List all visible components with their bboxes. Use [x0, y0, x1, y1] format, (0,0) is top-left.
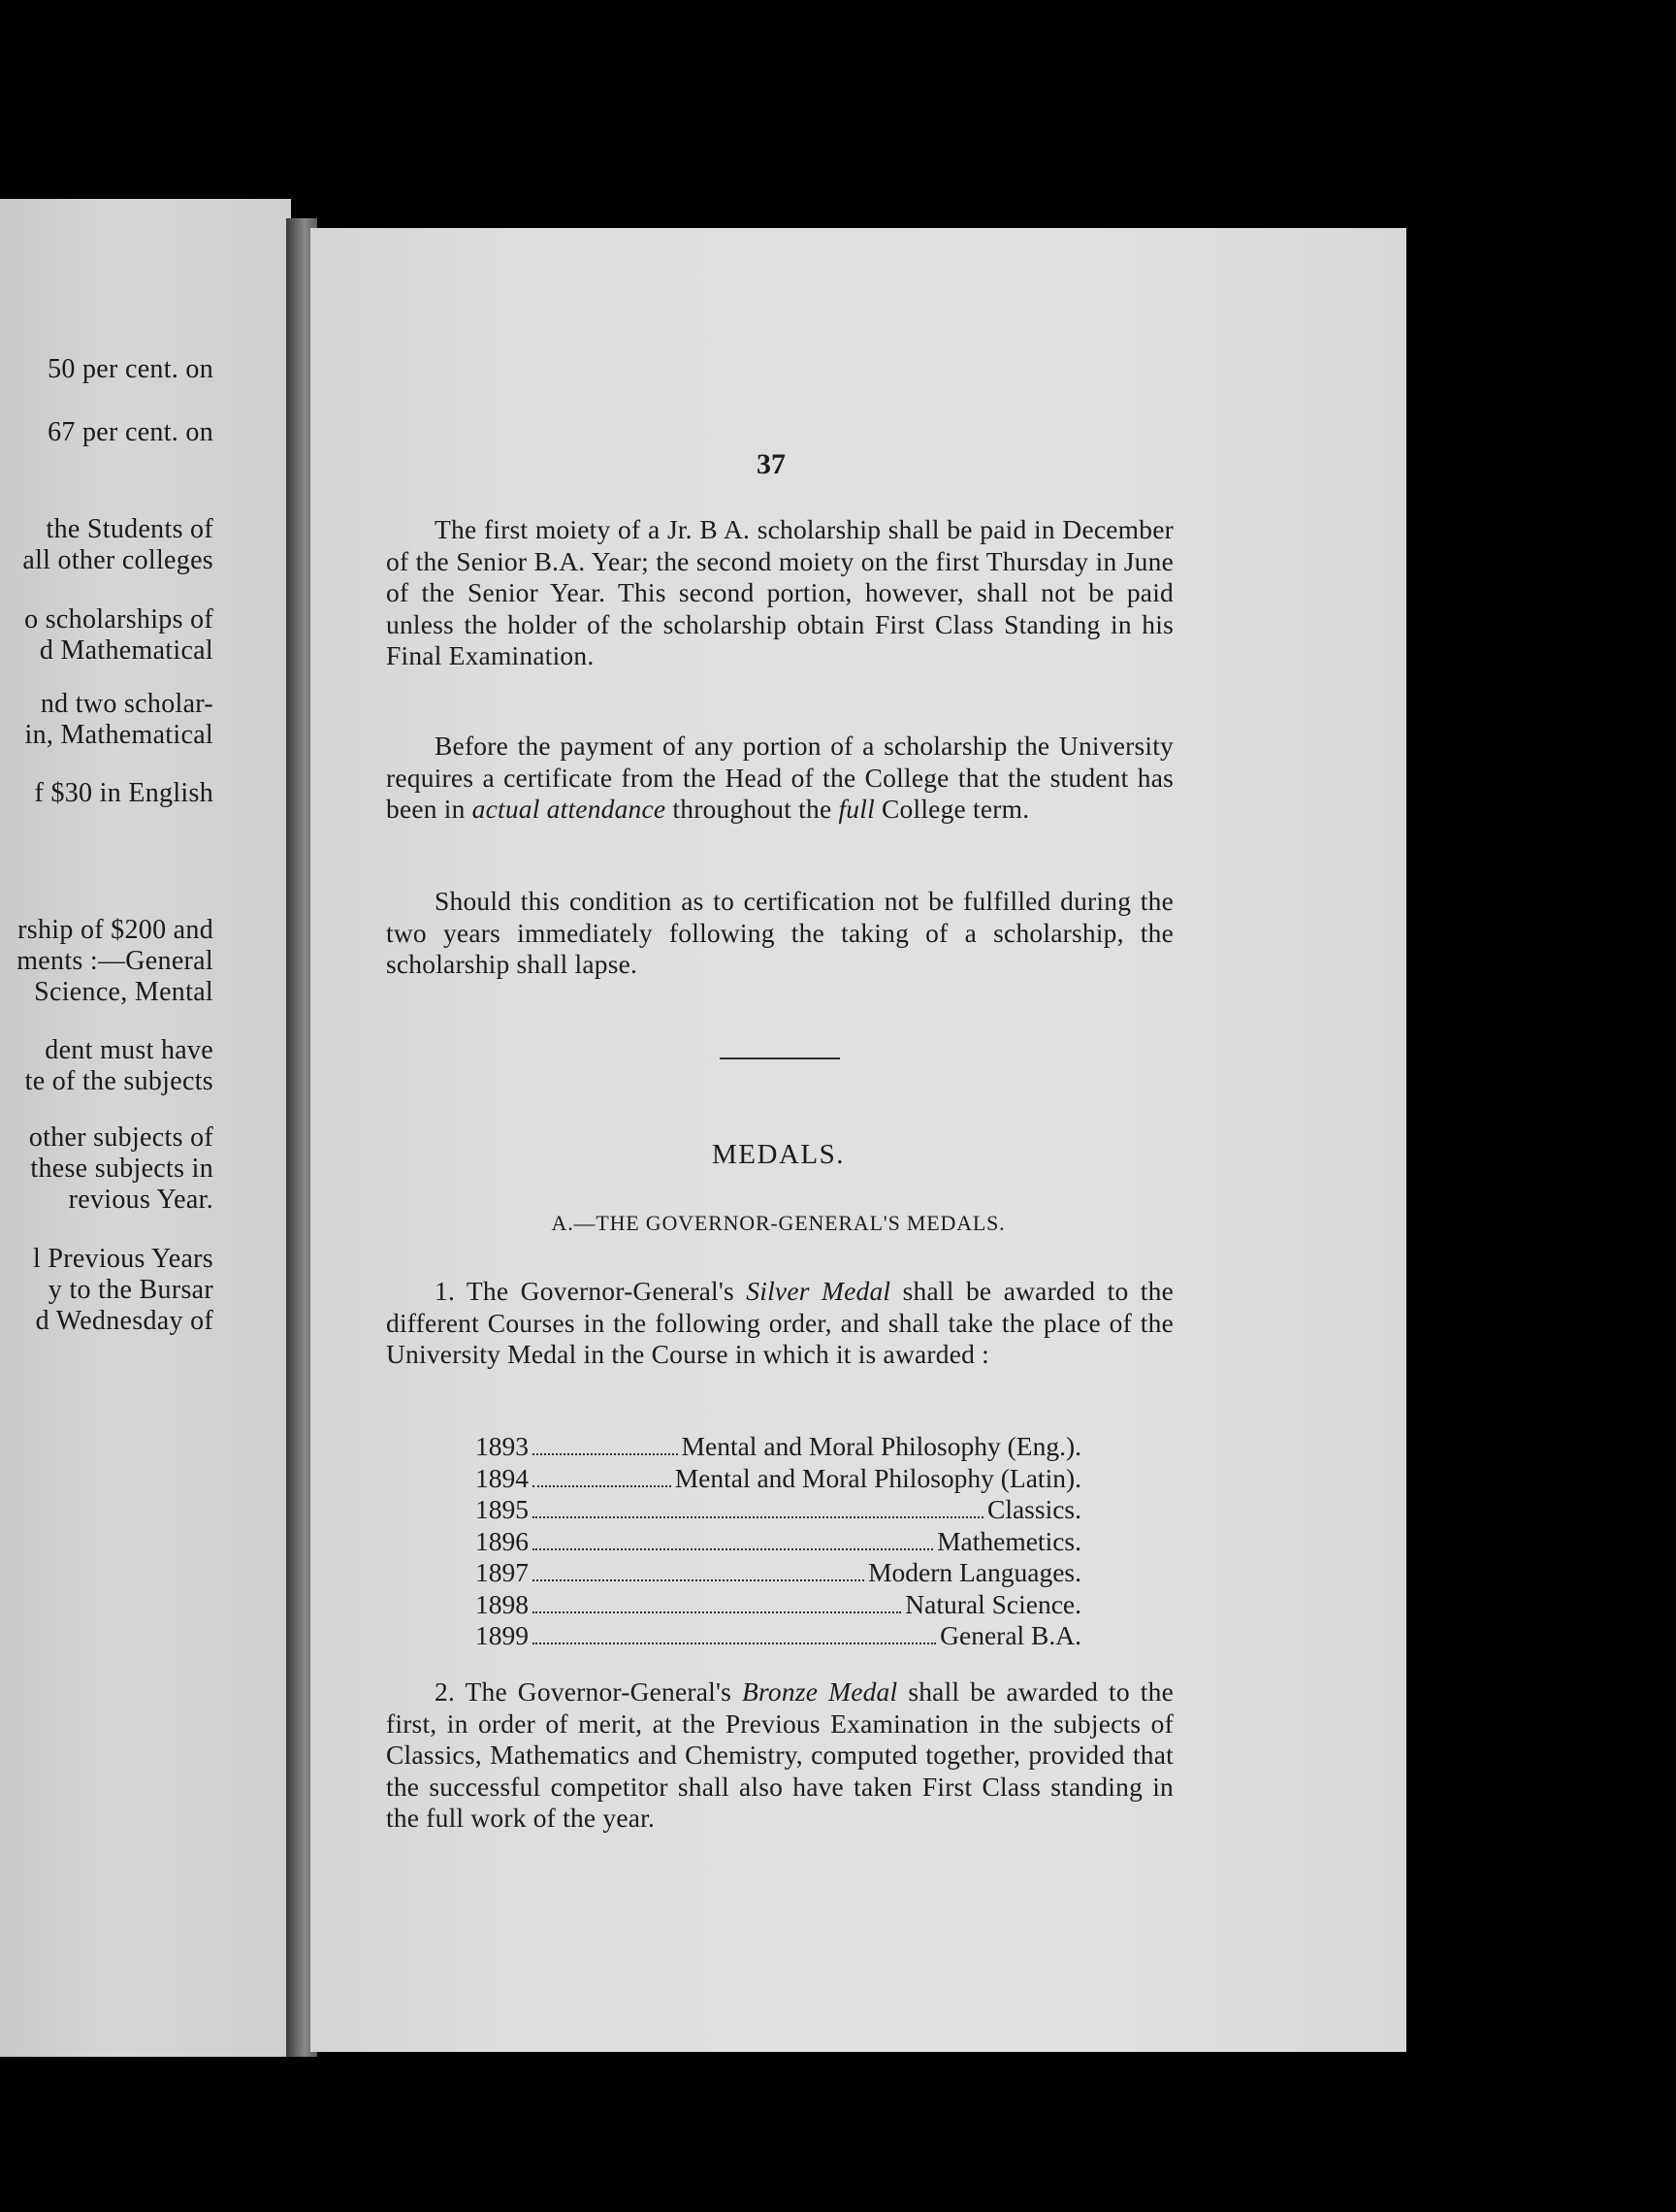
emphasis-text: full [838, 794, 875, 824]
scholarship-payment-paragraph [386, 514, 1174, 672]
left-line: o scholarships of [24, 604, 213, 634]
list-item [475, 1557, 1081, 1589]
left-line: dent must have [45, 1035, 213, 1065]
leader-dots [532, 1611, 901, 1613]
list-item [475, 1526, 1081, 1558]
list-item [475, 1589, 1081, 1621]
course: Mental and Moral Philosophy (Eng.). [681, 1431, 1081, 1461]
emphasis-text: actual attendance [471, 794, 666, 824]
left-facing-page [0, 199, 291, 2057]
list-item [475, 1620, 1081, 1652]
left-line: d Wednesday of [35, 1306, 213, 1336]
left-line: the Students of [46, 514, 213, 544]
course: Mathemetics. [937, 1525, 1081, 1556]
leader-dots [532, 1548, 933, 1550]
lapse-paragraph [386, 886, 1174, 981]
silver-medal-rule [386, 1276, 1174, 1371]
left-line: 50 per cent. on [48, 354, 213, 384]
course: Natural Science. [905, 1588, 1081, 1619]
text-run: throughout the [665, 794, 839, 824]
text-run: College term. [874, 794, 1030, 824]
year: 1899 [475, 1620, 529, 1650]
section-heading: MEDALS. [712, 1139, 845, 1170]
year: 1897 [475, 1557, 529, 1587]
section-divider [720, 1057, 840, 1059]
left-line: te of the subjects [24, 1066, 213, 1096]
paragraph-text [386, 1276, 1174, 1371]
course: Modern Languages. [868, 1557, 1081, 1587]
page-number: 37 [757, 448, 786, 480]
left-line: y to the Bursar [48, 1275, 213, 1305]
paragraph-text [386, 1676, 1174, 1835]
left-line: revious Year. [68, 1185, 213, 1215]
text-run: shall be awarded to the different Courses in the following order, and shall take the place of the University Medal in the Course in which it is awarded : [386, 1276, 1174, 1369]
text-run: 2. The Governor-General's [435, 1676, 743, 1707]
course: Classics. [986, 1494, 1081, 1524]
text-run: Before the payment of any portion of a scholarship the University requires a certificate from the Head of the College that the student has been in [386, 731, 1174, 824]
course: General B.A. [940, 1620, 1081, 1650]
year: 1893 [475, 1431, 529, 1461]
leader-dots [532, 1579, 864, 1581]
list-item [475, 1431, 1081, 1463]
left-line: these subjects in [30, 1154, 213, 1184]
year: 1894 [475, 1462, 529, 1493]
leader-dots [532, 1516, 983, 1518]
left-line: d Mathematical [39, 635, 213, 666]
left-line: 67 per cent. on [48, 417, 213, 447]
subsection-heading: A.—THE GOVERNOR-GENERAL'S MEDALS. [551, 1211, 1006, 1235]
medal-course-list [475, 1431, 1081, 1652]
text-run: shall be awarded to the first, in order of merit, at the Previous Examination in the subjects of Classics, Mathematics and Chemistry, computed together, provided that the successful competitor shall also have taken First Class standing in the full work of the year. [386, 1676, 1174, 1833]
leader-dots [532, 1453, 678, 1455]
leader-dots [532, 1643, 936, 1644]
left-line: in, Mathematical [24, 720, 213, 750]
course: Mental and Moral Philosophy (Latin). [674, 1462, 1081, 1493]
paragraph-text [386, 731, 1174, 826]
bronze-medal-rule [386, 1676, 1174, 1835]
left-line: rship of $200 and [17, 915, 213, 945]
left-line: l Previous Years [32, 1244, 213, 1274]
year: 1896 [475, 1525, 529, 1556]
left-line: all other colleges [22, 545, 213, 575]
year: 1895 [475, 1494, 529, 1524]
year: 1898 [475, 1588, 529, 1619]
paragraph-text: The first moiety of a Jr. B A. scholarship shall be paid in December of the Senior B.A. Year; the second moiety on the first Thursday in June of the Senior Year. This second portion, however, shall not be paid unless the holder of the scholarship obtain First Class Standing in his Final Examination. [386, 514, 1174, 670]
list-item [475, 1463, 1081, 1495]
text-run: 1. The Governor-General's [435, 1276, 747, 1306]
paragraph-text: Should this condition as to certification not be fulfilled during the two years immediately following the taking of a scholarship, the scholarship shall lapse. [386, 886, 1174, 979]
list-item [475, 1494, 1081, 1526]
left-line: nd two scholar- [40, 689, 213, 719]
left-line: other subjects of [28, 1122, 213, 1153]
certificate-paragraph [386, 731, 1174, 826]
left-line: ments :—General [16, 946, 213, 976]
left-line: Science, Mental [34, 977, 213, 1007]
leader-dots [532, 1485, 671, 1487]
left-line: f $30 in English [34, 778, 213, 808]
emphasis-text: Bronze Medal [742, 1676, 898, 1707]
emphasis-text: Silver Medal [746, 1276, 891, 1306]
